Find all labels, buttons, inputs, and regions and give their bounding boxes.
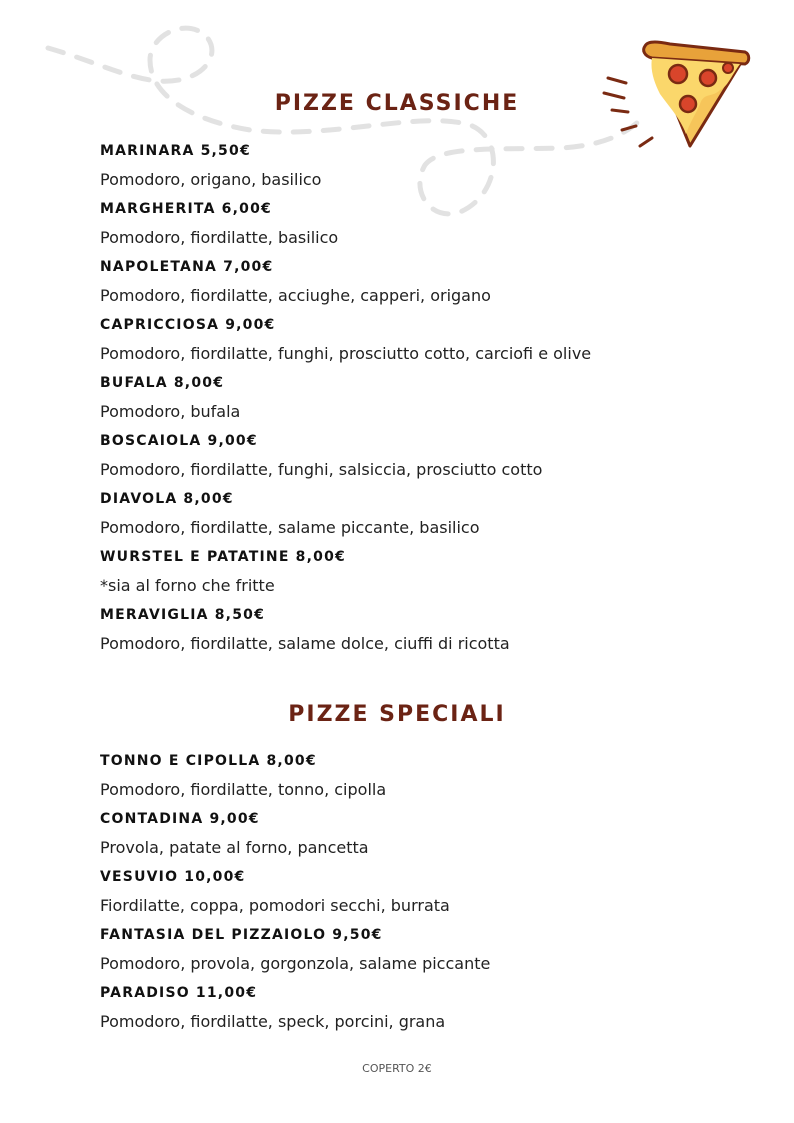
item-description: Pomodoro, origano, basilico xyxy=(100,170,322,189)
item-name: CONTADINA 9,00€ xyxy=(100,811,260,827)
item-name: TONNO E CIPOLLA 8,00€ xyxy=(100,753,317,769)
list-item xyxy=(100,805,720,863)
item-description: Pomodoro, fiordilatte, salame piccante, basilico xyxy=(100,518,480,537)
item-name: MARGHERITA 6,00€ xyxy=(100,201,272,217)
item-description: Pomodoro, fiordilatte, speck, porcini, grana xyxy=(100,1012,446,1031)
item-description: Pomodoro, bufala xyxy=(100,402,241,421)
item-description: Fiordilatte, coppa, pomodori secchi, burrata xyxy=(100,896,450,915)
list-item xyxy=(100,253,720,311)
item-name: NAPOLETANA 7,00€ xyxy=(100,259,274,275)
item-description: Provola, patate al forno, pancetta xyxy=(100,838,369,857)
item-name: BUFALA 8,00€ xyxy=(100,375,225,391)
section-title-speciali: PIZZE SPECIALI xyxy=(288,702,506,727)
item-description: Pomodoro, fiordilatte, salame dolce, ciuffi di ricotta xyxy=(100,634,510,653)
item-name: CAPRICCIOSA 9,00€ xyxy=(100,317,276,333)
menu-list-speciali xyxy=(100,747,720,1037)
item-name: PARADISO 11,00€ xyxy=(100,985,258,1001)
item-description: Pomodoro, fiordilatte, funghi, salsiccia, prosciutto cotto xyxy=(100,460,543,479)
item-name: VESUVIO 10,00€ xyxy=(100,869,246,885)
item-description: Pomodoro, provola, gorgonzola, salame piccante xyxy=(100,954,491,973)
cover-charge-note: COPERTO 2€ xyxy=(362,1062,432,1075)
list-item xyxy=(100,137,720,195)
item-name: BOSCAIOLA 9,00€ xyxy=(100,433,258,449)
list-item xyxy=(100,601,720,659)
item-name: DIAVOLA 8,00€ xyxy=(100,491,234,507)
list-item xyxy=(100,921,720,979)
menu-list-classiche xyxy=(100,137,720,659)
item-description: Pomodoro, fiordilatte, acciughe, capperi, origano xyxy=(100,286,491,305)
list-item xyxy=(100,427,720,485)
item-name: MARINARA 5,50€ xyxy=(100,143,251,159)
list-item xyxy=(100,863,720,921)
list-item xyxy=(100,979,720,1037)
item-description: *sia al forno che fritte xyxy=(100,576,275,595)
list-item xyxy=(100,485,720,543)
item-name: MERAVIGLIA 8,50€ xyxy=(100,607,266,623)
list-item xyxy=(100,195,720,253)
item-description: Pomodoro, fiordilatte, basilico xyxy=(100,228,339,247)
section-title-classiche: PIZZE CLASSICHE xyxy=(274,91,520,116)
item-name: WURSTEL E PATATINE 8,00€ xyxy=(100,549,346,565)
item-name: FANTASIA DEL PIZZAIOLO 9,50€ xyxy=(100,927,383,943)
list-item xyxy=(100,747,720,805)
list-item xyxy=(100,543,720,601)
list-item xyxy=(100,311,720,369)
list-item xyxy=(100,369,720,427)
item-description: Pomodoro, fiordilatte, funghi, prosciutto cotto, carciofi e olive xyxy=(100,344,592,363)
item-description: Pomodoro, fiordilatte, tonno, cipolla xyxy=(100,780,387,799)
